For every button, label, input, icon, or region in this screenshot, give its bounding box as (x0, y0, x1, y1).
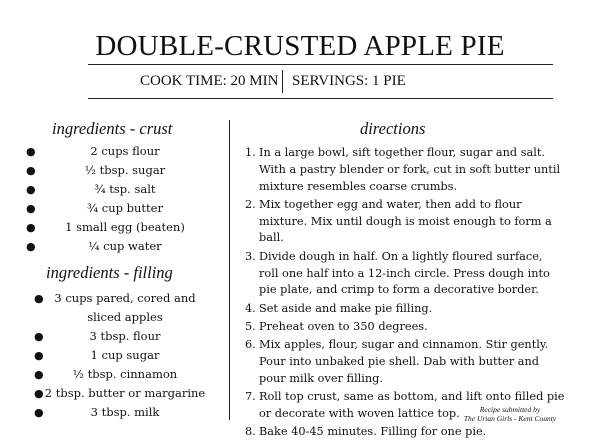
filling-item: sliced apples (87, 310, 163, 324)
crust-item: ½ tbsp. sugar (84, 163, 166, 177)
bullet-icon: ● (34, 292, 44, 305)
bullet-icon: ● (26, 221, 36, 234)
crust-heading: ingredients - crust (52, 119, 173, 138)
crust-item: ¼ cup water (88, 239, 162, 253)
column-divider (229, 120, 230, 420)
credit-line: The Urian Girls - Kent County (463, 414, 557, 423)
bullet-icon: ● (34, 368, 44, 381)
meta-divider (282, 70, 283, 93)
step-text: Set aside and make pie filling. (259, 301, 433, 315)
bullet-icon: ● (34, 406, 44, 419)
servings: SERVINGS: 1 PIE (292, 73, 406, 89)
bullet-icon: ● (26, 164, 36, 177)
step-number: 1. (245, 146, 256, 159)
step-number: 4. (245, 301, 256, 315)
step-text: Roll top crust, same as bottom, and lift onto filled pie or decorate with woven lattice top. (259, 390, 565, 420)
step-text: Divide dough in half. On a lightly floured surface, roll one half into a 12-inch circle. Press dough into pie plate, and crimp to form a decorative border. (259, 249, 550, 297)
crust-item: ¾ cup butter (87, 201, 163, 215)
step-text: Preheat oven to 350 degrees. (259, 319, 428, 333)
credit-line: Recipe submitted by (479, 405, 541, 414)
direction-step (245, 337, 565, 387)
direction-step (245, 424, 565, 441)
recipe-title: DOUBLE-CRUSTED APPLE PIE (95, 30, 505, 62)
crust-item: 2 cups flour (90, 144, 160, 158)
directions-list (245, 145, 565, 443)
filling-item: 1 cup sugar (90, 348, 160, 362)
step-number: 5. (245, 319, 256, 333)
step-text: Mix apples, flour, sugar and cinnamon. Stir gently. Pour into unbaked pie shell. Dab with butter and pour milk over filling. (259, 338, 549, 385)
directions-heading: directions (360, 119, 426, 138)
filling-item: 2 tbsp. butter or margarine (44, 386, 206, 400)
direction-step (245, 319, 565, 336)
step-number: 8. (245, 425, 256, 439)
bullet-icon: ● (34, 349, 44, 362)
filling-item: 3 cups pared, cored and (54, 291, 196, 305)
step-number: 2. (245, 197, 256, 211)
bullet-icon: ● (26, 202, 36, 215)
credit (440, 405, 580, 423)
bullet-icon: ● (26, 183, 36, 196)
cook-time: COOK TIME: 20 MIN (140, 73, 279, 89)
step-text: Mix together egg and water, then add to flour mixture. Mix until dough is moist enough to form a ball. (259, 197, 552, 245)
direction-step (245, 249, 565, 299)
bottom-rule (88, 98, 553, 99)
direction-step (245, 301, 565, 318)
step-number: 3. (245, 249, 256, 263)
bullet-icon: ● (26, 145, 36, 158)
direction-step (245, 197, 565, 247)
bullet-icon: ● (34, 330, 44, 343)
bullet-icon: ● (34, 387, 44, 400)
filling-heading: ingredients - filling (46, 263, 173, 282)
step-number: 7. (245, 390, 256, 404)
top-rule (88, 64, 553, 65)
crust-item: 1 small egg (beaten) (65, 220, 185, 234)
direction-step (245, 145, 565, 195)
step-text: In a large bowl, sift together flour, sugar and salt. With a pastry blender or fork, cut in soft butter until mixture resembles coarse crumbs. (259, 146, 561, 193)
crust-item: ¾ tsp. salt (94, 182, 156, 196)
step-text: Bake 40-45 minutes. Filling for one pie. (259, 425, 487, 439)
step-number: 6. (245, 338, 256, 352)
filling-item: ½ tbsp. cinnamon (72, 367, 178, 381)
filling-item: 3 tbsp. flour (89, 329, 161, 343)
filling-item: 3 tbsp. milk (90, 405, 160, 419)
bullet-icon: ● (26, 240, 36, 253)
